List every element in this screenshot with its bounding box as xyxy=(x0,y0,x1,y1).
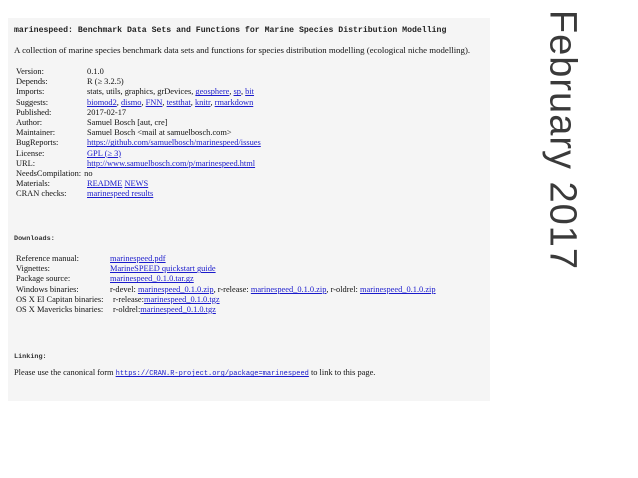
downloads-table xyxy=(16,254,436,315)
slide-date-label: February 2017 xyxy=(541,9,584,271)
info-value: no xyxy=(84,168,93,178)
download-row-vignettes xyxy=(16,264,436,274)
devel-prefix: r-devel: xyxy=(110,284,138,294)
info-label: Depends: xyxy=(16,77,48,87)
info-row-author xyxy=(16,118,261,128)
link-knitr[interactable]: knitr xyxy=(194,97,211,107)
windows-oldrel-link[interactable]: marinespeed_0.1.0.zip xyxy=(359,284,436,294)
link-news[interactable]: NEWS xyxy=(124,179,149,189)
info-value: 0.1.0 xyxy=(87,67,104,76)
info-label: URL: xyxy=(16,158,36,168)
download-row-mavericks xyxy=(16,305,436,315)
info-row-version xyxy=(16,67,261,77)
info-row-cran-checks xyxy=(16,189,261,199)
info-row-materials xyxy=(16,179,261,189)
package-info-table xyxy=(16,67,261,199)
info-row-bugreports xyxy=(16,138,261,148)
windows-devel-link[interactable]: marinespeed_0.1.0.zip xyxy=(137,284,214,294)
info-row-suggests xyxy=(16,98,261,108)
info-row-imports xyxy=(16,87,261,97)
info-label: CRAN checks: xyxy=(16,189,67,199)
info-value: biomod2, dismo, FNN, testthat, knitr, rmarkdown xyxy=(87,97,254,107)
downloads-heading: Downloads: xyxy=(14,235,55,243)
download-label: Package source: xyxy=(16,274,71,284)
canonical-url-link[interactable]: https://CRAN.R-project.org/package=marinespeed xyxy=(115,370,309,378)
info-label: NeedsCompilation: xyxy=(16,168,82,178)
info-value: Samuel Bosch <mail at samuelbosch.com> xyxy=(87,128,232,138)
info-row-depends xyxy=(16,77,261,87)
linking-prefix: Please use the canonical form xyxy=(14,368,116,377)
info-row-published xyxy=(16,108,261,118)
info-label: Version: xyxy=(16,67,44,76)
info-row-license xyxy=(16,149,261,159)
info-row-maintainer xyxy=(16,128,261,138)
info-row-needscompilation xyxy=(16,169,261,179)
info-value: Samuel Bosch [aut, cre] xyxy=(87,117,168,127)
download-row-manual xyxy=(16,254,436,264)
download-label: OS X El Capitan binaries: xyxy=(16,294,104,304)
info-label: Suggests: xyxy=(16,97,49,107)
cran-page-screenshot xyxy=(8,18,490,401)
windows-release-link[interactable]: marinespeed_0.1.0.zip xyxy=(250,284,327,294)
info-label: BugReports: xyxy=(16,138,59,148)
info-value xyxy=(87,179,148,189)
download-label: Reference manual: xyxy=(16,254,80,263)
download-label: Windows binaries: xyxy=(16,284,79,294)
link-fnn[interactable]: FNN xyxy=(145,97,163,107)
package-description: A collection of marine species benchmark data sets and functions for species distribution modelling (ecological niche modelling). xyxy=(14,45,471,55)
download-row-source xyxy=(16,274,436,284)
info-value: R (≥ 3.2.5) xyxy=(87,77,124,87)
link-readme[interactable]: README xyxy=(87,179,123,189)
info-label: Published: xyxy=(16,107,52,117)
elcapitan-link[interactable]: marinespeed_0.1.0.tgz xyxy=(143,294,220,304)
link-geosphere[interactable]: geosphere xyxy=(195,87,230,97)
oldrel-prefix: , r-oldrel: xyxy=(326,284,360,294)
info-label: Author: xyxy=(16,117,43,127)
mavericks-prefix: r-oldrel: xyxy=(113,304,141,314)
download-row-elcapitan xyxy=(16,295,436,305)
download-label: Vignettes: xyxy=(16,264,50,274)
link-dismo[interactable]: dismo xyxy=(120,97,142,107)
windows-binaries xyxy=(110,285,436,295)
mavericks-link[interactable]: marinespeed_0.1.0.tgz xyxy=(140,304,216,314)
package-title: marinespeed: Benchmark Data Sets and Functions for Marine Species Distribution Modelling xyxy=(14,26,447,35)
info-label: Materials: xyxy=(16,179,50,189)
imports-plain-text: stats, utils, graphics, grDevices, xyxy=(87,87,196,97)
info-label: Imports: xyxy=(16,87,45,97)
elcapitan-prefix: r-release: xyxy=(113,294,144,304)
info-value: stats, utils, graphics, grDevices, geosphere, sp, bit xyxy=(87,87,255,97)
download-label: OS X Mavericks binaries: xyxy=(16,304,104,314)
download-row-windows xyxy=(16,285,436,295)
vignette-link[interactable]: MarineSPEED quickstart guide xyxy=(110,264,216,274)
bugreports-link[interactable]: https://github.com/samuelbosch/marinespeed/issues xyxy=(87,138,261,148)
release-prefix: , r-release: xyxy=(213,284,251,294)
info-label: License: xyxy=(16,148,45,158)
link-biomod2[interactable]: biomod2 xyxy=(87,97,117,107)
manual-pdf-link[interactable]: marinespeed.pdf xyxy=(110,254,166,263)
link-rmarkdown[interactable]: rmarkdown xyxy=(214,97,254,107)
info-label: Maintainer: xyxy=(16,128,56,138)
info-value: 2017-02-17 xyxy=(87,107,127,117)
cran-checks-link[interactable]: marinespeed results xyxy=(87,189,154,199)
linking-text xyxy=(14,368,375,379)
linking-suffix: to link to this page. xyxy=(308,368,376,377)
link-sp[interactable]: sp xyxy=(233,87,241,97)
link-testthat[interactable]: testthat xyxy=(166,97,191,107)
homepage-link[interactable]: http://www.samuelbosch.com/p/marinespeed.html xyxy=(87,158,256,168)
link-bit[interactable]: bit xyxy=(245,87,255,97)
license-link[interactable]: GPL (≥ 3) xyxy=(87,148,122,158)
source-tarball-link[interactable]: marinespeed_0.1.0.tar.gz xyxy=(110,274,194,284)
linking-heading: Linking: xyxy=(14,353,47,361)
info-row-url xyxy=(16,159,261,169)
